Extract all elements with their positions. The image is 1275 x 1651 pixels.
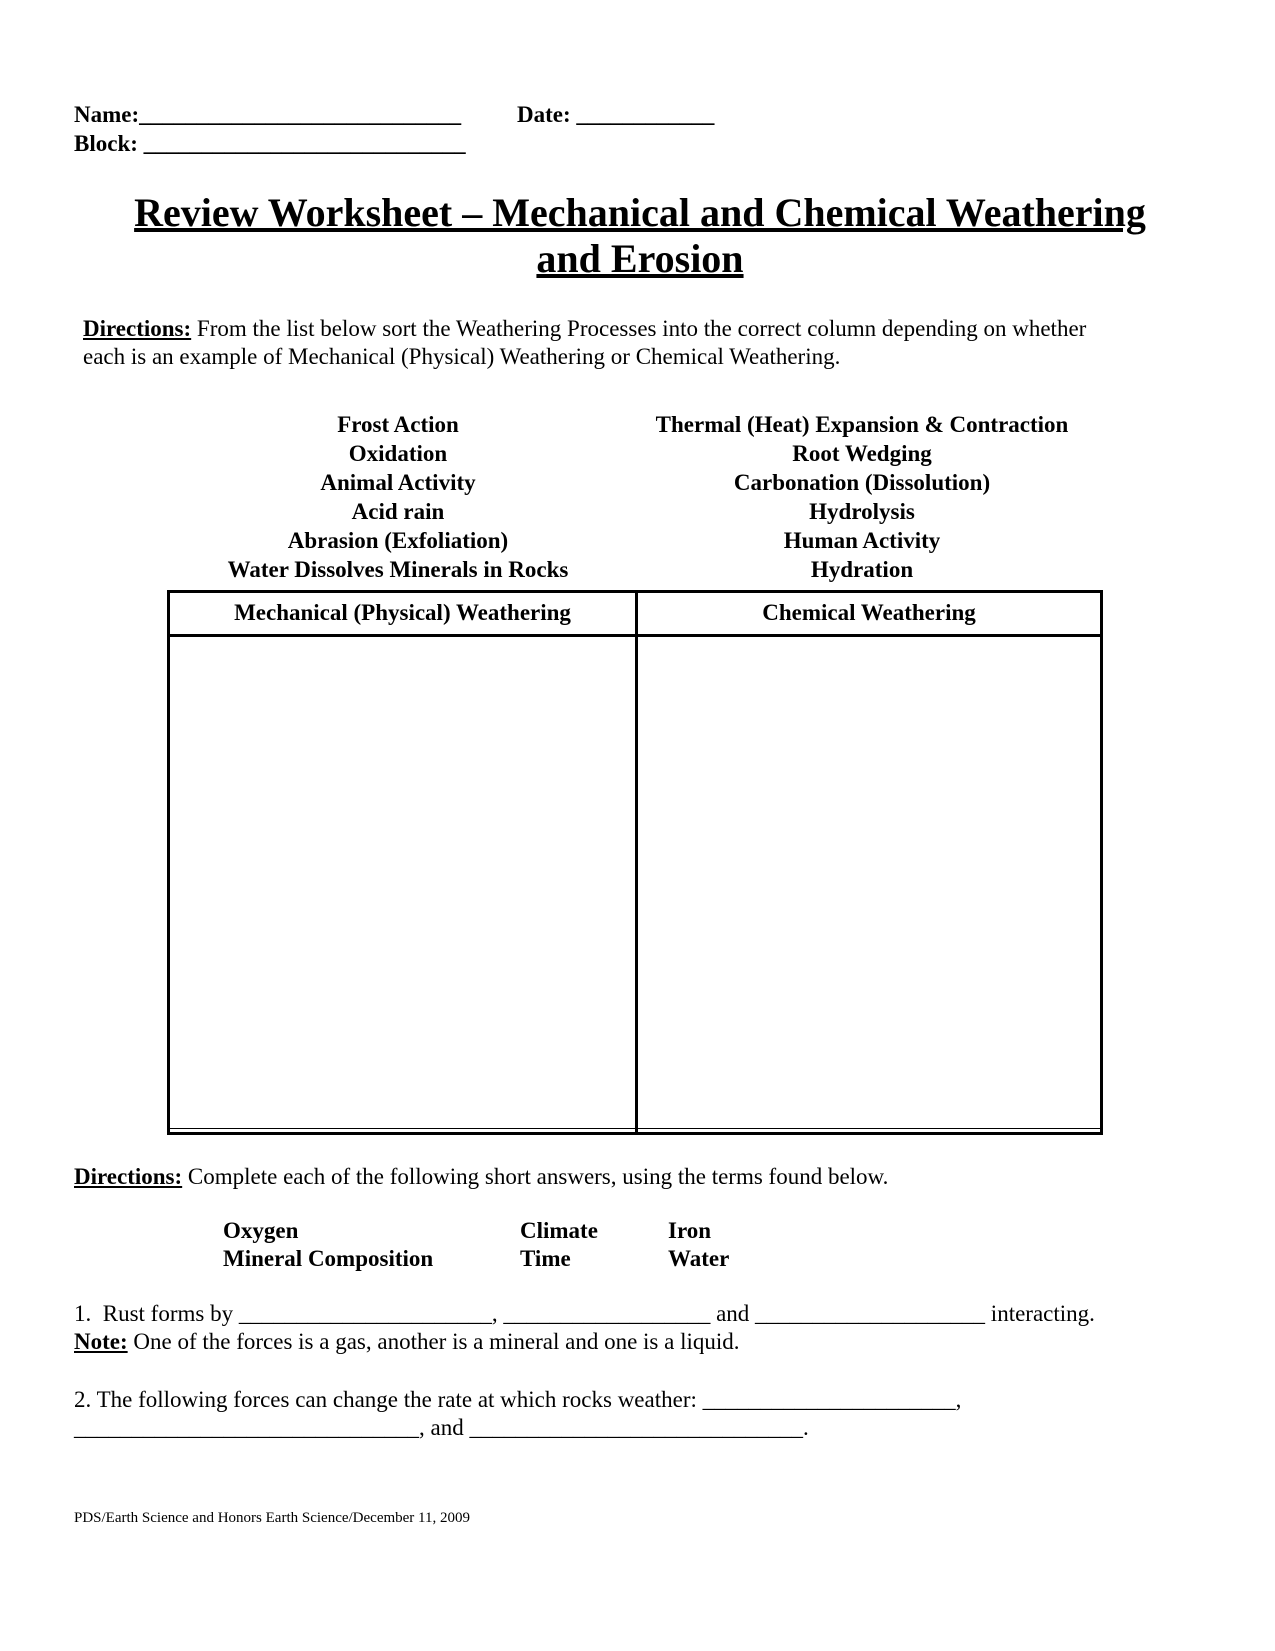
directions-1-text-1: From the list below sort the Weathering Processes into the correct column depending on whether <box>191 316 1087 341</box>
block-field[interactable]: Block: ____________________________ <box>74 131 466 156</box>
word-bank-item: Time <box>520 1246 571 1271</box>
directions-2-text: Complete each of the following short answers, using the terms found below. <box>182 1164 889 1189</box>
term-item: Carbonation (Dissolution) <box>733 470 991 495</box>
sorting-table <box>167 590 1103 1135</box>
term-item: Hydrolysis <box>809 499 915 524</box>
chemical-answer-area[interactable] <box>638 637 1100 1132</box>
directions-1-line-2: each is an example of Mechanical (Physical) Weathering or Chemical Weathering. <box>83 344 841 369</box>
word-bank-item: Water <box>668 1246 730 1271</box>
terms-list-right <box>622 410 1102 584</box>
term-item: Animal Activity <box>320 470 476 495</box>
term-item: Hydration <box>810 557 914 582</box>
question-2-line-1[interactable]: 2. The following forces can change the rate at which rocks weather: ______________________, <box>74 1387 962 1412</box>
name-field[interactable]: Name:____________________________ <box>74 102 462 127</box>
term-item: Frost Action <box>337 412 459 437</box>
directions-1-label: Directions: <box>83 316 192 341</box>
word-bank-item: Oxygen <box>223 1218 299 1243</box>
term-item: Water Dissolves Minerals in Rocks <box>227 557 569 582</box>
term-item: Acid rain <box>351 499 445 524</box>
word-bank-item: Climate <box>520 1218 598 1243</box>
directions-1 <box>83 315 1086 343</box>
term-item: Thermal (Heat) Expansion & Contraction <box>655 412 1069 437</box>
term-item: Root Wedging <box>792 441 932 466</box>
chemical-column-header: Chemical Weathering <box>762 600 976 625</box>
directions-2-label: Directions: <box>74 1164 183 1189</box>
word-bank-item: Iron <box>668 1218 712 1243</box>
question-1[interactable]: 1. Rust forms by ______________________, __________________ and ____________________ interacting. <box>74 1301 1095 1326</box>
date-field[interactable]: Date: ____________ <box>517 102 715 127</box>
question-1-note <box>74 1329 740 1355</box>
title-line-2: and Erosion <box>536 236 744 281</box>
mechanical-answer-area[interactable] <box>170 637 635 1132</box>
mechanical-column-header: Mechanical (Physical) Weathering <box>234 600 571 625</box>
note-label: Note: <box>74 1329 128 1354</box>
term-item: Oxidation <box>348 441 448 466</box>
question-2-line-2[interactable]: ______________________________, and _____________________________. <box>74 1415 809 1440</box>
directions-2 <box>74 1163 888 1191</box>
terms-list-left <box>158 410 638 584</box>
term-item: Abrasion (Exfoliation) <box>287 528 509 553</box>
word-bank-item: Mineral Composition <box>223 1246 434 1271</box>
term-item: Human Activity <box>783 528 941 553</box>
page-footer: PDS/Earth Science and Honors Earth Science/December 11, 2009 <box>74 1510 470 1526</box>
note-text: One of the forces is a gas, another is a mineral and one is a liquid. <box>127 1329 740 1354</box>
page-title <box>90 190 1190 282</box>
title-line-1: Review Worksheet – Mechanical and Chemical Weathering <box>134 190 1146 235</box>
